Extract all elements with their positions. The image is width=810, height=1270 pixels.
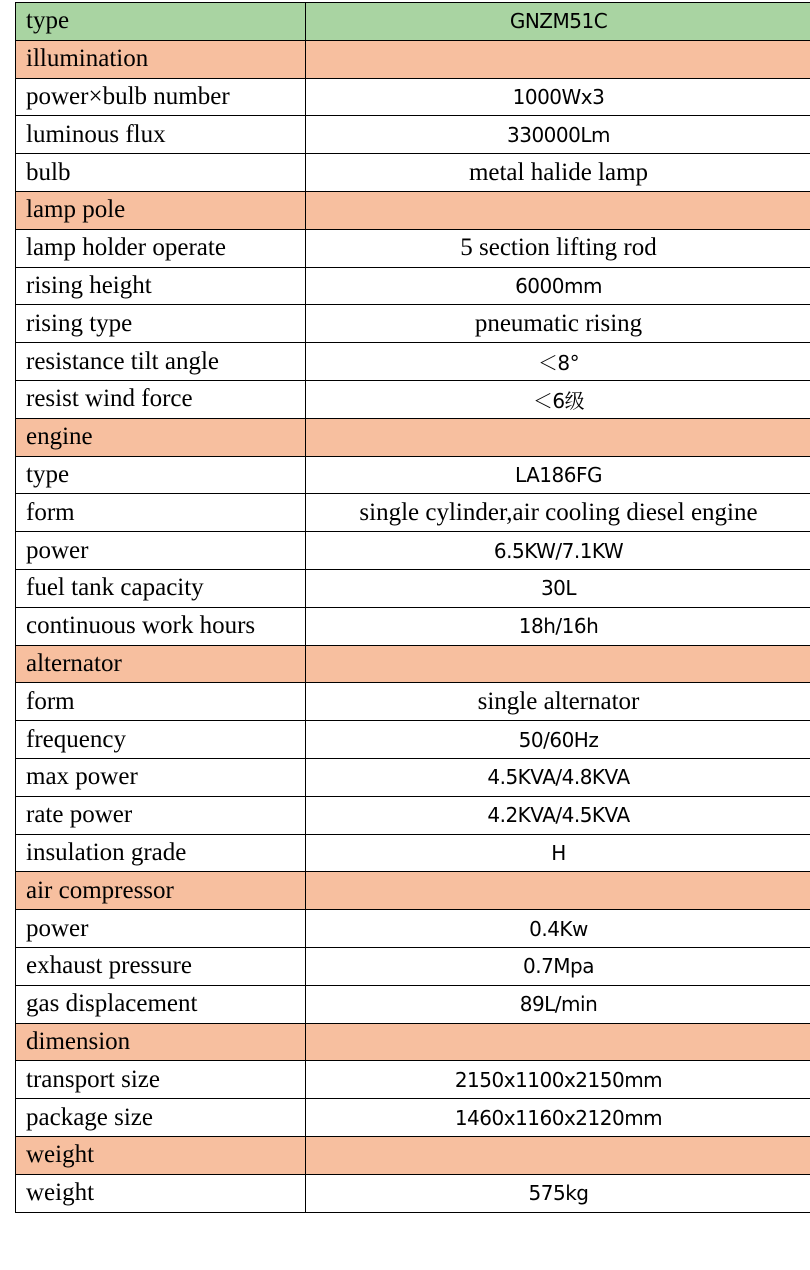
spec-value: ＜8° [306,343,810,381]
spec-value: single alternator [306,683,810,721]
spec-label: form [16,494,306,532]
spec-row [16,1099,810,1137]
spec-label: type [16,456,306,494]
spec-label: rising height [16,267,306,305]
spec-value: H [306,834,810,872]
spec-row [16,1061,810,1099]
spec-value: 0.4Kw [306,910,810,948]
spec-row [16,607,810,645]
section-title: lamp pole [16,191,306,229]
spec-value: 4.5KVA/4.8KVA [306,758,810,796]
section-row [16,40,810,78]
spec-row [16,116,810,154]
spec-value: 6000mm [306,267,810,305]
spec-row [16,456,810,494]
section-row [16,645,810,683]
spec-value: ＜6级 [306,380,810,418]
spec-value: 1000Wx3 [306,78,810,116]
spec-value: 30L [306,569,810,607]
spec-row [16,569,810,607]
spec-value: 0.7Mpa [306,947,810,985]
spec-value: GNZM51C [306,3,810,41]
section-empty-cell [306,40,810,78]
spec-row [16,721,810,759]
spec-row [16,380,810,418]
spec-value: 1460x1160x2120mm [306,1099,810,1137]
spec-row [16,78,810,116]
section-empty-cell [306,1136,810,1174]
spec-label: package size [16,1099,306,1137]
section-empty-cell [306,418,810,456]
spec-value: single cylinder,air cooling diesel engine [306,494,810,532]
spec-row [16,947,810,985]
spec-value: 89L/min [306,985,810,1023]
spec-value: LA186FG [306,456,810,494]
section-title: illumination [16,40,306,78]
spec-row [16,985,810,1023]
spec-row [16,305,810,343]
spec-table-body [16,3,810,1213]
spec-label: form [16,683,306,721]
spec-value: 2150x1100x2150mm [306,1061,810,1099]
spec-value: 18h/16h [306,607,810,645]
spec-row [16,834,810,872]
spec-row [16,910,810,948]
spec-value: 5 section lifting rod [306,229,810,267]
section-row [16,1023,810,1061]
header-row [16,3,810,41]
section-empty-cell [306,191,810,229]
spec-label: frequency [16,721,306,759]
section-title: engine [16,418,306,456]
section-row [16,872,810,910]
spec-value: 330000Lm [306,116,810,154]
spec-label: type [16,3,306,41]
spec-row [16,267,810,305]
spec-row [16,796,810,834]
spec-label: weight [16,1174,306,1212]
spec-label: transport size [16,1061,306,1099]
spec-row [16,494,810,532]
spec-label: rate power [16,796,306,834]
spec-table [15,2,810,1213]
section-title: air compressor [16,872,306,910]
section-title: weight [16,1136,306,1174]
spec-label: max power [16,758,306,796]
section-row [16,418,810,456]
section-row [16,1136,810,1174]
spec-value: 4.2KVA/4.5KVA [306,796,810,834]
section-empty-cell [306,872,810,910]
spec-label: rising type [16,305,306,343]
spec-label: gas displacement [16,985,306,1023]
spec-row [16,154,810,192]
spec-label: resist wind force [16,380,306,418]
spec-label: power [16,532,306,570]
section-title: dimension [16,1023,306,1061]
spec-row [16,758,810,796]
section-row [16,191,810,229]
spec-label: continuous work hours [16,607,306,645]
spec-row [16,1174,810,1212]
spec-row [16,229,810,267]
spec-row [16,683,810,721]
section-empty-cell [306,1023,810,1061]
section-empty-cell [306,645,810,683]
spec-row [16,532,810,570]
spec-row [16,343,810,381]
section-title: alternator [16,645,306,683]
spec-value: metal halide lamp [306,154,810,192]
spec-value: pneumatic rising [306,305,810,343]
spec-label: bulb [16,154,306,192]
spec-value: 50/60Hz [306,721,810,759]
spec-label: resistance tilt angle [16,343,306,381]
spec-label: exhaust pressure [16,947,306,985]
spec-value: 6.5KW/7.1KW [306,532,810,570]
spec-label: fuel tank capacity [16,569,306,607]
spec-label: luminous flux [16,116,306,154]
spec-label: lamp holder operate [16,229,306,267]
spec-value: 575kg [306,1174,810,1212]
spec-label: insulation grade [16,834,306,872]
spec-label: power [16,910,306,948]
spec-label: power×bulb number [16,78,306,116]
